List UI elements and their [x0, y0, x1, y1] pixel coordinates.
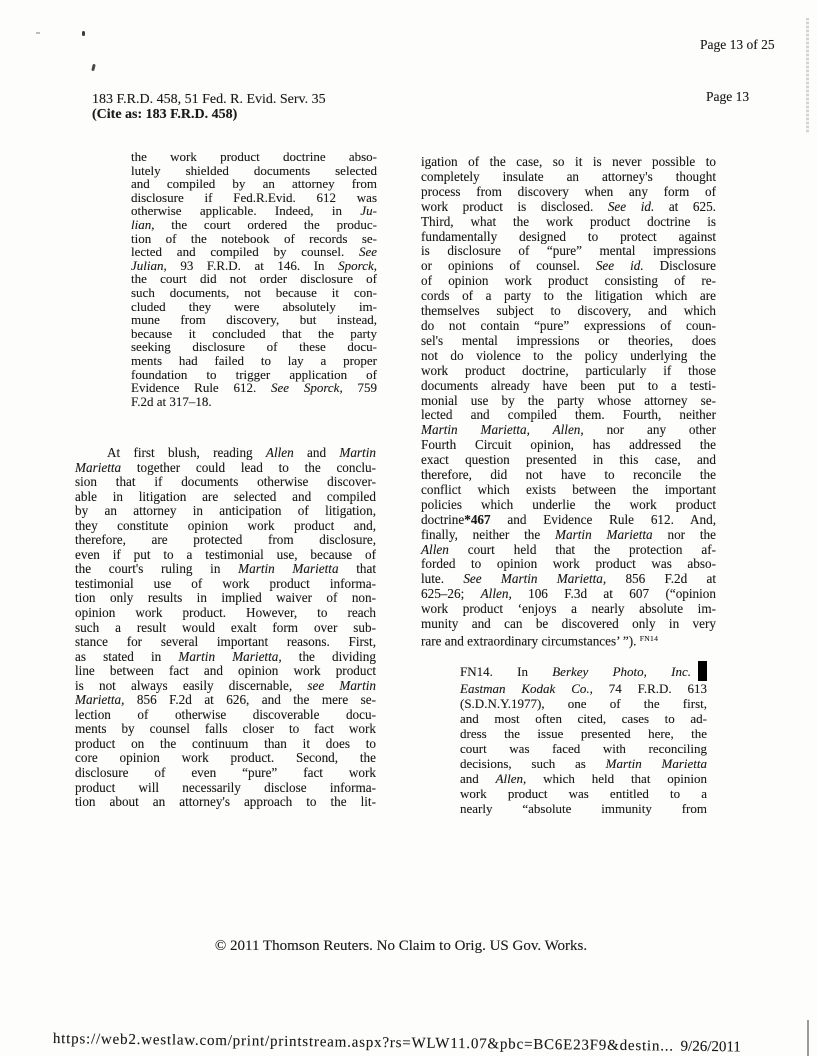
text-line: work product ‘enjoys a nearly absolute im- — [421, 601, 716, 617]
opinion-block-quote — [131, 150, 377, 408]
text-line: finally, neither the Martin Marietta nor the — [421, 526, 716, 542]
text-line: cluded they were absolutely im- — [131, 298, 377, 314]
cite-as-line: (Cite as: 183 F.R.D. 458) — [92, 106, 238, 122]
print-page-indicator: Page 13 of 25 — [700, 37, 775, 52]
text-line: 625–26; Allen, 106 F.3d at 607 (“opinion — [421, 586, 716, 602]
copyright-footer: © 2011 Thomson Reuters. No Claim to Orig. US Gov. Works. — [214, 938, 588, 954]
text-line: Marietta together could lead to the conclu- — [75, 459, 376, 475]
text-line: and most often cited, cases to ad- — [460, 711, 707, 726]
text-line: Third, what the work product doctrine is — [421, 213, 716, 229]
text-line: process from discovery when any form of — [421, 183, 716, 199]
text-line: of opinion work product consisting of re- — [421, 273, 716, 289]
text-line: munity and can be discovered only in very — [421, 616, 716, 632]
text-line: conflict which exists between the important — [421, 481, 716, 497]
text-line: lected and compiled by counsel. See — [131, 244, 377, 260]
text-line: product will necessarily disclose informa- — [75, 779, 376, 795]
text-line: Julian, 93 F.R.D. at 146. In Sporck, — [131, 257, 377, 273]
text-line: Evidence Rule 612. See Sporck, 759 — [131, 380, 377, 396]
text-line: work product is disclosed. See id. at 625. — [421, 198, 716, 214]
opinion-paragraph-right — [421, 155, 716, 649]
redaction-mark — [698, 661, 707, 681]
text-line: FN14. In Berkey Photo, Inc. — [460, 661, 707, 681]
text-line: as stated in Martin Marietta, the dividing — [75, 648, 376, 664]
text-line: by an attorney in anticipation of litigation, — [75, 503, 376, 519]
text-line: lection of otherwise discoverable docu- — [75, 706, 376, 722]
text-line: such documents, not because it con- — [131, 284, 377, 300]
opinion-paragraph-left — [75, 446, 376, 810]
text-line: disclosure of even “pure” fact work — [75, 765, 376, 781]
text-line: dress the issue presented here, the — [460, 726, 707, 741]
text-line: core opinion work product. Second, the — [75, 750, 376, 766]
text-line: policies which underlie the work product — [421, 496, 716, 512]
text-line: lutely shielded documents selected — [131, 162, 377, 178]
scan-edge-artifact — [807, 1020, 809, 1056]
text-line: Marietta, 856 F.2d at 626, and the mere se- — [75, 692, 376, 708]
scan-edge-artifact — [806, 18, 809, 133]
scan-speck-icon — [82, 31, 85, 36]
text-line: forded to opinion work product was abso- — [421, 556, 716, 572]
text-line: sel's mental impressions or theories, does — [421, 332, 716, 348]
text-line: do not contain “pure” expressions of coun- — [421, 317, 716, 333]
text-line: work product doctrine, particularly if those — [421, 362, 716, 378]
text-line: At first blush, reading Allen and Martin — [107, 445, 376, 460]
text-line: otherwise applicable. Indeed, in Ju- — [131, 203, 377, 219]
text-line: court was faced with reconciling — [460, 741, 707, 756]
text-line: F.2d at 317–18. — [131, 393, 212, 409]
text-line: nearly “absolute immunity from — [460, 801, 707, 816]
text-line: or opinions of counsel. See id. Disclosure — [421, 258, 717, 274]
text-line: testimonial use of work product informa- — [75, 575, 376, 591]
text-line: cords of a party to the litigation which are — [421, 288, 716, 304]
text-line: completely insulate an attorney's thought — [421, 168, 716, 184]
text-line: therefore, are protected from disclosure, — [75, 532, 376, 548]
text-line: documents already have been put to a testi- — [421, 377, 716, 393]
text-line: monial use by the party whose attorney se- — [421, 392, 716, 408]
text-line: the court's ruling in Martin Marietta that — [75, 561, 376, 577]
text-line: Fourth Circuit opinion, has addressed the — [421, 437, 716, 453]
text-line: rare and extraordinary circumstances’ ”). $^{FN14}$ — [421, 633, 659, 649]
text-line: they constitute opinion work product and, — [75, 517, 376, 533]
text-line: is disclosure of “pure” mental impressions — [421, 243, 716, 259]
print-date: 9/26/2011 — [680, 1038, 741, 1056]
text-line: work product was entitled to a — [460, 786, 707, 801]
text-line: sion that if documents otherwise discover- — [75, 474, 376, 490]
scan-speck-icon — [91, 64, 96, 72]
citation-block — [92, 93, 326, 122]
scan-speck-icon — [36, 32, 40, 34]
text-line: line between fact and opinion work product — [75, 663, 376, 679]
text-line: lected and compiled them. Fourth, neither — [421, 407, 716, 423]
text-line: foundation to trigger application of — [131, 366, 377, 382]
text-line: Eastman Kodak Co., 74 F.R.D. 613 — [460, 681, 707, 696]
footnote-reference: FN14 — [639, 634, 659, 643]
text-line: exact question presented in this case, and — [421, 452, 716, 468]
print-footer — [53, 1031, 741, 1056]
text-line: opinion work product. However, to reach — [75, 605, 376, 621]
text-line: ments had failed to lay a proper — [131, 352, 377, 368]
westlaw-page-number: Page 13 — [706, 89, 750, 104]
text-line: and compiled by an attorney from — [131, 176, 377, 192]
text-line: the court did not order disclosure of — [131, 271, 377, 287]
text-line: tion of the notebook of records se- — [131, 230, 377, 246]
text-line: themselves subject to discovery, and which — [421, 303, 716, 319]
citation-line: 183 F.R.D. 458, 51 Fed. R. Evid. Serv. 35 — [92, 92, 326, 107]
text-line: the work product doctrine abso- — [131, 149, 377, 164]
text-line: and Allen, which held that opinion — [460, 771, 707, 786]
text-line: seeking disclosure of these docu- — [131, 339, 377, 355]
text-line: Martin Marietta, Allen, nor any other — [421, 422, 717, 438]
text-line: because it concluded that the party — [131, 325, 377, 341]
text-line: fundamentally designed to protect against — [421, 228, 716, 244]
text-line: (S.D.N.Y.1977), one of the first, — [460, 696, 707, 711]
footnote-fn14 — [460, 661, 707, 816]
text-line: therefore, did not have to reconcile the — [421, 467, 716, 483]
text-line: such a result would exalt form over sub- — [75, 619, 376, 635]
text-line: is not always easily discernable, see Martin — [75, 677, 376, 693]
print-url: https://web2.westlaw.com/print/printstream.aspx?rs=WLW11.07&pbc=BC6E23F9&destin... — [52, 1031, 675, 1055]
text-line: able in litigation are selected and compiled — [75, 488, 376, 504]
text-line: igation of the case, so it is never possible to — [421, 154, 716, 169]
text-line: product on the continuum than it does to — [75, 735, 376, 751]
text-line: even if put to a testimonial use, because of — [75, 546, 376, 562]
text-line: Allen court held that the protection af- — [421, 541, 716, 557]
text-line: decisions, such as Martin Marietta — [460, 756, 708, 771]
text-line: disclosure if Fed.R.Evid. 612 was — [131, 189, 377, 205]
text-line: mune from discovery, but instead, — [131, 312, 377, 328]
text-line: lian, the court ordered the produc- — [131, 216, 377, 232]
text-line: ments by counsel falls closer to fact work — [75, 721, 376, 737]
text-line: stance for several important reasons. First, — [75, 634, 376, 650]
text-line: tion only results in implied waiver of non- — [75, 590, 376, 606]
text-line: tion about an attorney's approach to the lit- — [75, 794, 376, 810]
text-line: not do violence to the policy underlying the — [421, 347, 716, 363]
text-line: doctrine*467 and Evidence Rule 612. And, — [421, 511, 716, 527]
text-line: lute. See Martin Marietta, 856 F.2d at — [421, 571, 716, 587]
